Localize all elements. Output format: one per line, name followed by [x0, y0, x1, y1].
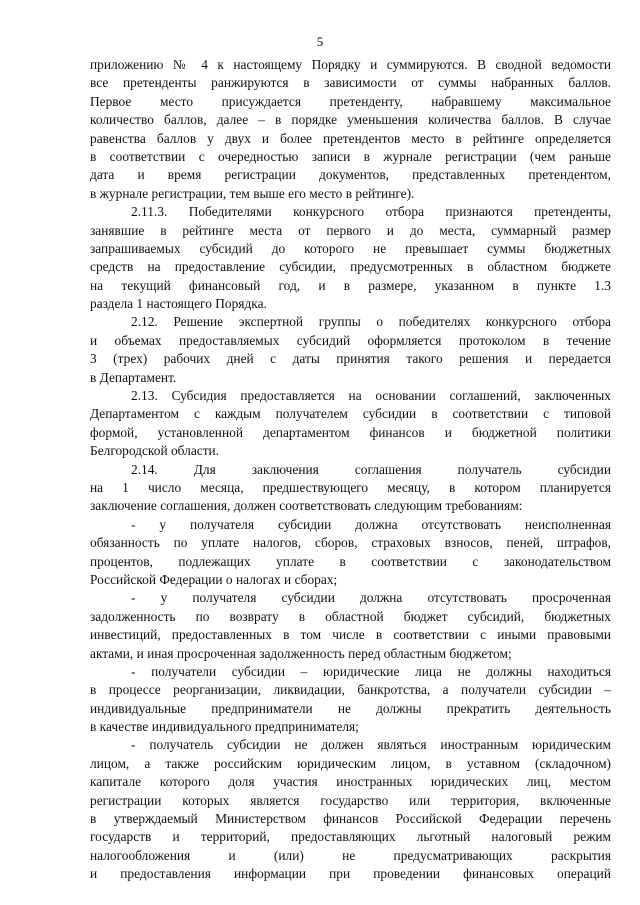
text-line: актами, и иная просроченная задолженность перед областным бюджетом;: [90, 645, 512, 661]
text-line: равенства баллов у двух и более претендентов место в рейтинге определяется: [90, 130, 611, 146]
text-line: заключение соглашения, должен соответствовать следующим требованиям:: [90, 498, 523, 514]
text-line: запрашиваемых субсидий до которого не превышает суммы бюджетных: [90, 240, 611, 256]
text-line: - получатели субсидии – юридические лица не должны находиться: [131, 663, 611, 679]
text-line: налогообложения и (или) не предусматривающих раскрытия: [90, 847, 611, 863]
text-line: все претенденты ранжируются в зависимости от суммы набранных баллов.: [90, 75, 611, 91]
text-line: - у получателя субсидии должна отсутствовать неисполненная: [131, 516, 611, 532]
text-line: индивидуальные предприниматели не должны прекратить деятельность: [90, 700, 611, 716]
text-line: государств и территорий, предоставляющих льготный налоговый режим: [90, 829, 611, 845]
text-line: лицом, а также российским юридическим лицом, в уставном (складочном): [90, 755, 611, 771]
text-line: дата и время регистрации документов, представленных претендентом,: [90, 167, 611, 183]
text-line: обязанность по уплате налогов, сборов, страховых взносов, пеней, штрафов,: [90, 535, 611, 551]
text-line: капитале которого доля участия иностранных юридических лиц, местом: [90, 774, 611, 790]
text-line: 2.12. Решение экспертной группы о победителях конкурсного отбора: [131, 314, 611, 330]
text-line: 3 (трех) рабочих дней с даты принятия такого решения и передается: [90, 351, 611, 367]
text-line: средств на предоставление субсидии, предусмотренных в областном бюджете: [90, 259, 611, 275]
text-line: раздела 1 настоящего Порядка.: [90, 296, 267, 312]
text-line: в журнале регистрации, тем выше его место в рейтинге).: [90, 185, 415, 201]
text-line: в процессе реорганизации, ликвидации, банкротства, а получатели субсидии –: [90, 682, 611, 698]
text-line: в утверждаемый Министерством финансов Российской Федерации перечень: [90, 811, 611, 827]
text-line: регистрации которых является государство или территория, включенные: [90, 792, 611, 808]
text-line: процентов, подлежащих уплате в соответствии с законодательством: [90, 553, 611, 569]
text-line: Белгородской области.: [90, 443, 220, 459]
text-line: 2.14. Для заключения соглашения получатель субсидии: [131, 461, 611, 477]
text-line: занявшие в рейтинге места от первого и до места, суммарный размер: [90, 222, 611, 238]
text-line: в Департамент.: [90, 369, 177, 385]
page-number: 5: [316, 34, 324, 49]
text-line: Департаментом с каждым получателем субсидии в соответствии с типовой: [90, 406, 611, 422]
text-line: задолженность по возврату в областной бюджет субсидий, бюджетных: [90, 608, 611, 624]
text-line: 2.11.3. Победителями конкурсного отбора признаются претенденты,: [131, 204, 611, 220]
text-line: приложению № 4 к настоящему Порядку и суммируются. В сводной ведомости: [90, 57, 611, 72]
text-line: на 1 число месяца, предшествующего месяцу, в котором планируется: [90, 479, 611, 495]
text-line: формой, установленной департаментом финансов и бюджетной политики: [90, 424, 611, 440]
text-line: Российской Федерации о налогах и сборах;: [90, 571, 338, 587]
text-line: 2.13. Субсидия предоставляется на основании соглашений, заключенных: [131, 388, 611, 404]
text-line: количество баллов, далее – в порядке уменьшения количества баллов. В случае: [90, 112, 611, 128]
text-line: в соответствии с очередностью записи в журнале регистрации (чем раньше: [90, 148, 611, 164]
text-line: Первое место присуждается претенденту, набравшему максимальное: [90, 93, 611, 109]
text-line: инвестиций, предоставленных в том числе в соответствии с иными правовыми: [90, 627, 611, 643]
text-line: в качестве индивидуального предпринимателя;: [90, 719, 359, 735]
text-line: на текущий финансовый год, и в размере, указанном в пункте 1.3: [90, 277, 611, 293]
text-line: и предоставления информации при проведении финансовых операций: [90, 866, 611, 882]
document-body: [90, 56, 611, 884]
text-line: и объемах предоставляемых субсидий оформляется протоколом в течение: [90, 332, 611, 348]
text-line: - получатель субсидии не должен являться иностранным юридическим: [131, 737, 611, 753]
text-line: - у получателя субсидии должна отсутствовать просроченная: [131, 590, 611, 606]
